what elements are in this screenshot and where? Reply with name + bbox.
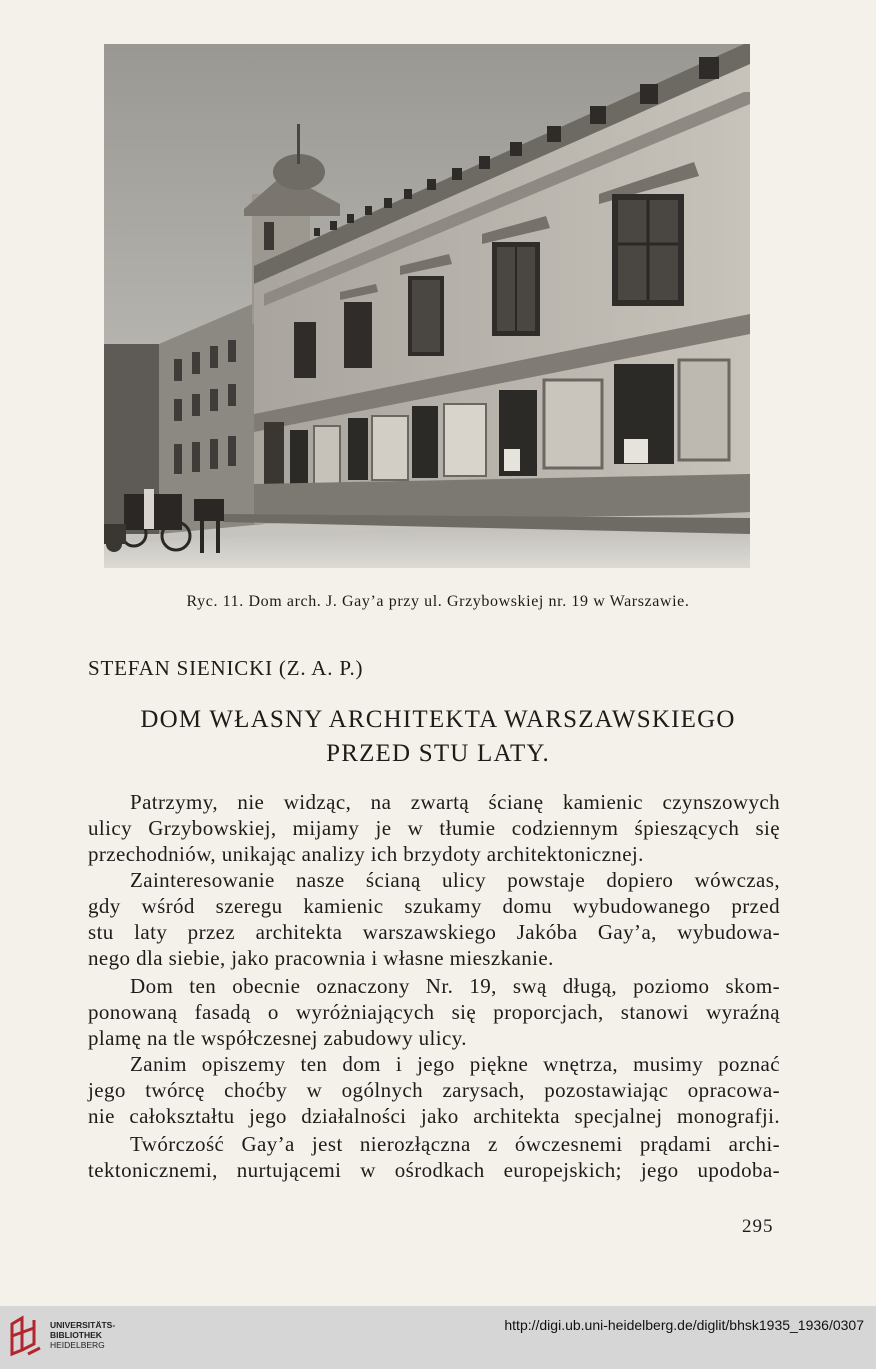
- body-line: Zanim opiszemy ten dom i jego piękne wnętrza, musimy poznać: [130, 1052, 780, 1076]
- body-line: stu laty przez architekta warszawskiego Jakóba Gay’a, wybudowa-: [88, 920, 780, 944]
- body-line: Patrzymy, nie widząc, na zwartą ścianę kamienic czynszowych: [130, 790, 780, 814]
- article-author: STEFAN SIENICKI (Z. A. P.): [88, 656, 364, 680]
- body-line: tektonicznemi, nurtującemi w ośrodkach europejskich; jego upodoba-: [88, 1158, 780, 1182]
- library-name-line: BIBLIOTHEK: [50, 1330, 102, 1340]
- article-title-line-1: DOM WŁASNY ARCHITEKTA WARSZAWSKIEGO: [140, 706, 736, 733]
- article-title-line-2: PRZED STU LATY.: [326, 740, 550, 767]
- body-line: Zainteresowanie nasze ścianą ulicy powstaje dopiero wówczas,: [130, 868, 780, 892]
- library-footer: [0, 1306, 876, 1369]
- university-library-logo-icon: [8, 1314, 44, 1360]
- body-line: Twórczość Gay’a jest nierozłączna z ówczesnemi prądami archi-: [130, 1132, 780, 1156]
- body-line: jego twórcę choćby w ogólnych zarysach, pozostawiając opracowa-: [88, 1078, 780, 1102]
- body-line: gdy wśród szeregu kamienic szukamy domu wybudowanego przed: [88, 894, 780, 918]
- permalink-url[interactable]: http://digi.ub.uni-heidelberg.de/diglit/bhsk1935_1936/0307: [504, 1317, 864, 1333]
- library-name: [50, 1320, 115, 1350]
- page-number: 295: [742, 1216, 774, 1237]
- body-line: przechodniów, unikając analizy ich brzydoty architektonicznej.: [88, 842, 644, 866]
- body-line: plamę na tle współczesnej zabudowy ulicy.: [88, 1026, 467, 1050]
- body-line: Dom ten obecnie oznaczony Nr. 19, swą długą, poziomo skom-: [130, 974, 780, 998]
- body-line: nie całokształtu jego działalności jako architekta specjalnej monografji.: [88, 1104, 780, 1128]
- library-name-line: HEIDELBERG: [50, 1340, 105, 1350]
- body-line: ponowaną fasadą o wyróżniających się proporcjach, stanowi wyraźną: [88, 1000, 780, 1024]
- body-line: nego dla siebie, jako pracownia i własne mieszkanie.: [88, 946, 554, 970]
- building-photograph: [104, 44, 750, 568]
- figure-caption: Ryc. 11. Dom arch. J. Gay’a przy ul. Grzybowskiej nr. 19 w Warszawie.: [186, 593, 690, 610]
- body-line: ulicy Grzybowskiej, mijamy je w tłumie codziennym śpieszących się: [88, 816, 780, 840]
- library-name-line: UNIVERSITÄTS-: [50, 1320, 116, 1330]
